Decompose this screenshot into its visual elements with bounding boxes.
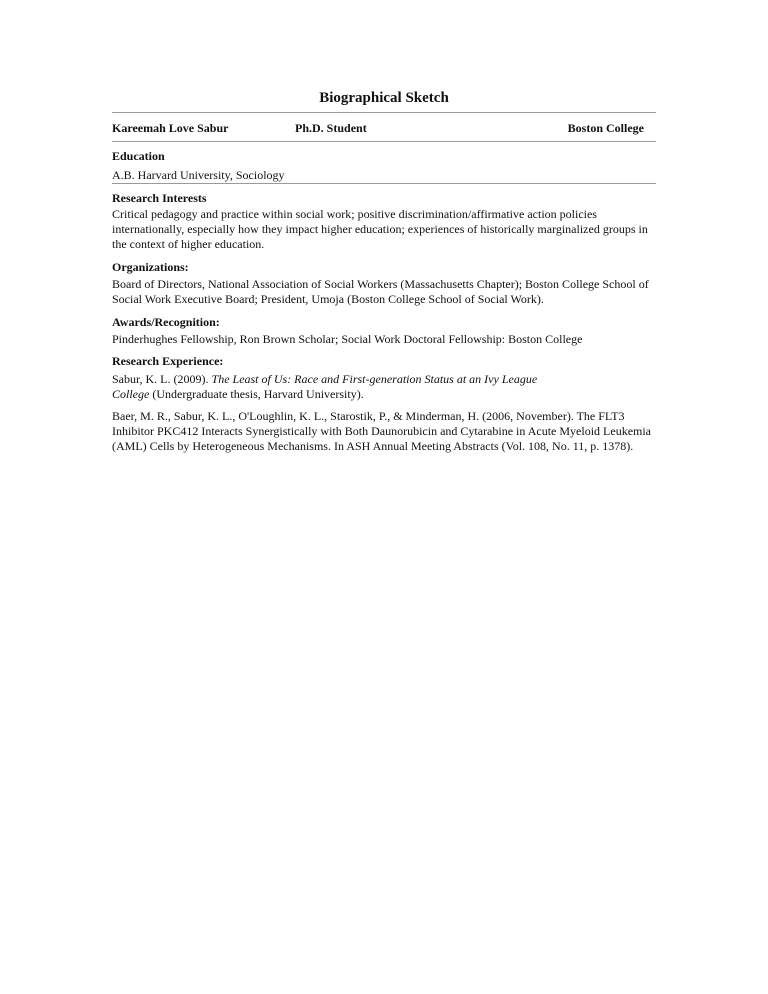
organizations-heading: Organizations: (112, 260, 189, 274)
awards-heading: Awards/Recognition: (112, 315, 220, 329)
person-institution: Boston College (567, 121, 644, 135)
publication-entry-2: Baer, M. R., Sabur, K. L., O'Loughlin, K. L., Starostik, P., & Minderman, H. (2006, November). The FLT3 Inhibitor PKC412 Interacts Synergistically with Both Daunorubicin and Cytarabine in Acute Myeloid Leukemia (AML) Cells by Heterogeneous Mechanisms. In ASH Annual Meeting Abstracts (Vol. 108, No. 11, p. 1378). (112, 409, 652, 453)
pub1-prefix: Sabur, K. L. (2009). (112, 372, 212, 386)
research-interests-heading: Research Interests (112, 191, 207, 205)
pub1-title-line1: The Least of Us: Race and First-generation Status at an Ivy League (211, 372, 538, 386)
header-rule (112, 141, 656, 142)
education-heading: Education (112, 149, 165, 163)
research-experience-heading: Research Experience: (112, 354, 224, 368)
person-name: Kareemah Love Sabur (112, 121, 229, 135)
education-text: A.B. Harvard University, Sociology (112, 168, 285, 182)
person-role: Ph.D. Student (295, 121, 367, 135)
title-rule (112, 112, 656, 113)
publication-entry-1 (112, 372, 632, 402)
pub1-suffix: (Undergraduate thesis, Harvard University). (149, 387, 364, 401)
page-title: Biographical Sketch (319, 90, 449, 106)
pub1-title-line2: College (112, 387, 150, 401)
organizations-text: Board of Directors, National Association of Social Workers (Massachusetts Chapter); Boston College School of Social Work Executive Board; President, Umoja (Boston College School of Social Work). (112, 277, 649, 306)
research-interests-text: Critical pedagogy and practice within social work; positive discrimination/affirmative action policies internationally, especially how they impact higher education; experiences of historically marginalized groups in the context of higher education. (112, 207, 648, 251)
awards-text: Pinderhughes Fellowship, Ron Brown Scholar; Social Work Doctoral Fellowship: Boston College (112, 332, 583, 346)
education-rule (112, 183, 656, 184)
